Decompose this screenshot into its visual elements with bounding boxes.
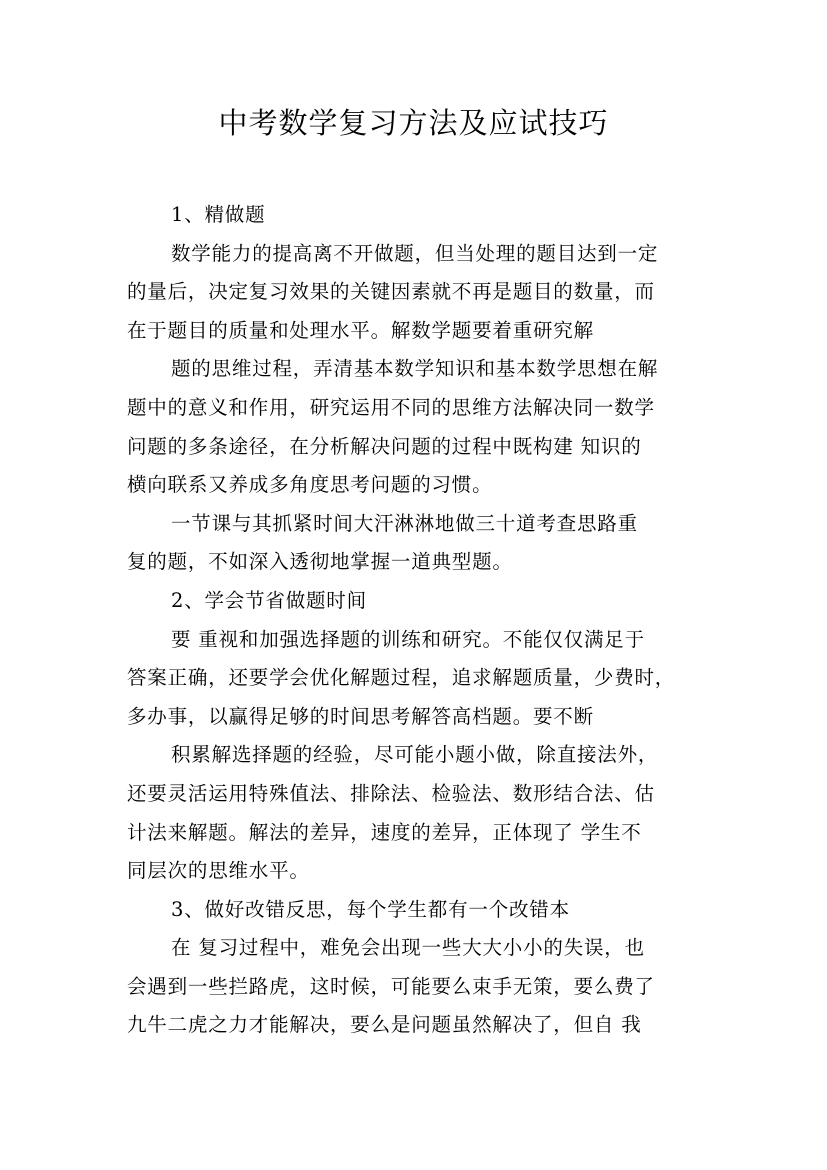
text-line: 在于题目的质量和处理水平。解数学题要着重研究解 [127,318,594,342]
text-line: 计法来解题。解法的差异，速度的差异，正体现了 学生不 [127,820,642,844]
text-line: 九牛二虎之力才能解决，要么是问题虽然解决了，但自 我 [127,1013,642,1037]
text-line: 问题的多条途径，在分析解决问题的过程中既构建 知识的 [127,434,642,458]
text-line: 会遇到一些拦路虎，这时候，可能要么束手无策，要么费了 [127,974,655,998]
section-heading: 2、学会节省做题时间 [171,588,367,612]
document-title: 中考数学复习方法及应试技巧 [218,106,609,140]
text-line: 横向联系又养成多角度思考问题的习惯。 [127,473,493,497]
text-line: 一节课与其抓紧时间大汗淋淋地做三十道考查思路重 [171,511,638,535]
text-line: 复的题，不如深入透彻地掌握一道典型题。 [127,550,513,574]
text-line: 还要灵活运用特殊值法、排除法、检验法、数形结合法、估 [127,781,655,805]
text-line: 题的思维过程，弄清基本数学知识和基本数学思想在解 [171,357,659,381]
text-line: 1、精做题 [171,203,266,226]
text-line: 在 复习过程中，难免会出现一些大大小小的失误，也 [171,936,645,960]
text-line: 要 重视和加强选择题的训练和研究。不能仅仅满足于 [171,627,645,651]
document-body [127,196,707,1045]
text-line: 多办事，以赢得足够的时间思考解答高档题。要不断 [127,704,594,728]
text-line: 的量后，决定复习效果的关键因素就不再是题目的数量，而 [127,280,655,304]
text-line: 积累解选择题的经验，尽可能小题小做，除直接法外， [171,743,659,767]
text-line: 数学能力的提高离不开做题，但当处理的题目达到一定 [171,241,659,265]
text-line: 答案正确，还要学会优化解题过程，追求解题质量，少费时， [127,666,676,690]
section-heading: 3、做好改错反思，每个学生都有一个改错本 [171,897,570,921]
text-line: 题中的意义和作用，研究运用不同的思维方法解决同一数学 [127,395,655,419]
text-line: 同层次的思维水平。 [127,859,310,883]
